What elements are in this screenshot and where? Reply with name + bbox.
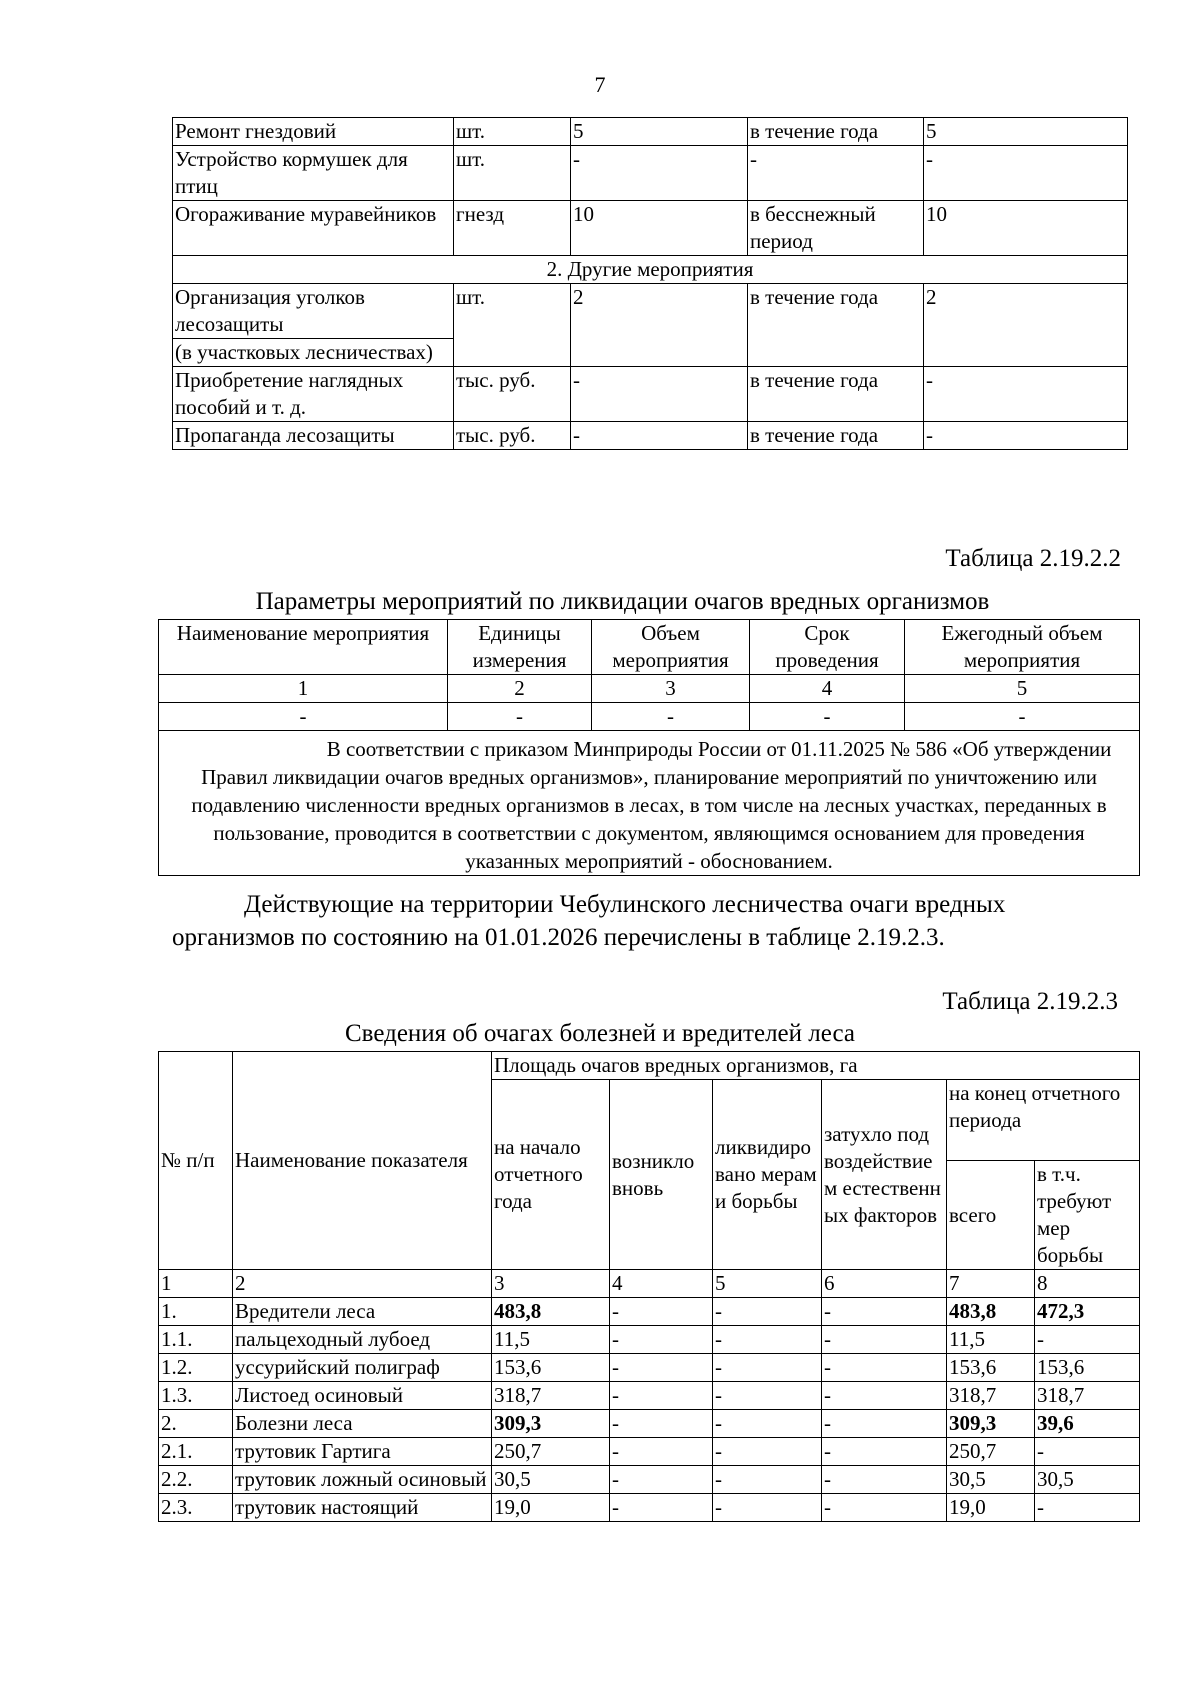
table-cell: - (1035, 1494, 1140, 1522)
table-cell: - (905, 703, 1140, 731)
header-cell: Наименование мероприятия (159, 620, 448, 675)
section-title: 2. Другие мероприятия (173, 256, 1128, 284)
table-cell: тыс. руб. (454, 367, 571, 422)
table-row (159, 1438, 1140, 1466)
table-row (173, 367, 1128, 422)
header-cell: Ежегодный объем мероприятия (905, 620, 1140, 675)
table-cell: пальцеходный лубоед (233, 1326, 492, 1354)
column-number-row (159, 1270, 1140, 1298)
table-cell: 19,0 (947, 1494, 1035, 1522)
table-note: В соответствии с приказом Минприроды России от 01.11.2025 № 586 «Об утверждении Правил ликвидации очагов вредных организмов», планирование мероприятий по уничтожению или подавлению численности вредных организмов в лесах, в том числе на лесных участках, переданных в пользование, проводится в соответствии с документом, являющимся основанием для проведения указанных мероприятий - обоснованием. (159, 731, 1140, 876)
table-cell: Устройство кормушек для птиц (173, 146, 454, 201)
table-cell: 2.3. (159, 1494, 233, 1522)
table-cell: - (713, 1354, 822, 1382)
table-cell: 30,5 (947, 1466, 1035, 1494)
table-cell: 153,6 (492, 1354, 610, 1382)
header-cell: на начало отчетного года (492, 1080, 610, 1270)
column-number: 3 (492, 1270, 610, 1298)
liquidation-params-table (158, 619, 1140, 876)
table-row (173, 284, 1128, 339)
table-row (159, 1466, 1140, 1494)
table-cell (492, 1410, 610, 1438)
table-cell: - (610, 1410, 713, 1438)
table-cell: 318,7 (492, 1382, 610, 1410)
protection-measures-table (172, 117, 1128, 450)
table-cell: - (713, 1466, 822, 1494)
bold-value: 39,6 (1037, 1411, 1074, 1435)
table-cell: тыс. руб. (454, 422, 571, 450)
table-cell: 5 (571, 118, 748, 146)
table-header-row (159, 1052, 1140, 1080)
header-cell: затухло под воздействием естественных факторов (822, 1080, 947, 1270)
table-cell: шт. (454, 118, 571, 146)
table-cell: - (1035, 1438, 1140, 1466)
table-cell: - (822, 1410, 947, 1438)
table-cell: Огораживание муравейников (173, 201, 454, 256)
table-cell: (в участковых лесничествах) (173, 339, 454, 367)
table-cell: - (713, 1410, 822, 1438)
table-cell: в течение года (748, 118, 924, 146)
table-cell: - (571, 367, 748, 422)
table-cell: - (713, 1298, 822, 1326)
table-cell: 30,5 (1035, 1466, 1140, 1494)
column-number: 7 (947, 1270, 1035, 1298)
table-cell (947, 1298, 1035, 1326)
table-cell: 1.1. (159, 1326, 233, 1354)
table-row (173, 422, 1128, 450)
table-cell (1035, 1298, 1140, 1326)
header-cell: ликвидировано мерами борьбы (713, 1080, 822, 1270)
table-cell: - (822, 1494, 947, 1522)
table-cell: 1.3. (159, 1382, 233, 1410)
table-cell: - (448, 703, 592, 731)
table-cell: - (750, 703, 905, 731)
table-cell: 250,7 (492, 1438, 610, 1466)
column-number: 5 (905, 675, 1140, 703)
header-cell: на конец отчетного периода (947, 1080, 1140, 1161)
column-number: 2 (448, 675, 592, 703)
table-cell (492, 1298, 610, 1326)
table-cell: 30,5 (492, 1466, 610, 1494)
bold-value: 472,3 (1037, 1299, 1085, 1323)
column-number: 8 (1035, 1270, 1140, 1298)
header-cell: Объем мероприятия (592, 620, 750, 675)
column-number: 5 (713, 1270, 822, 1298)
table-cell: - (713, 1438, 822, 1466)
table-row (159, 703, 1140, 731)
table-cell: - (610, 1494, 713, 1522)
table-cell (947, 1410, 1035, 1438)
table-cell: 2. (159, 1410, 233, 1438)
column-number: 1 (159, 675, 448, 703)
table-header-row (159, 620, 1140, 675)
table-cell: 318,7 (947, 1382, 1035, 1410)
table-cell: - (610, 1326, 713, 1354)
table-row (173, 146, 1128, 201)
table-cell: 11,5 (492, 1326, 610, 1354)
table-cell: в течение года (748, 284, 924, 367)
table-cell (1035, 1410, 1140, 1438)
table-row (159, 1494, 1140, 1522)
table-cell: - (924, 367, 1128, 422)
column-number: 4 (610, 1270, 713, 1298)
column-number: 1 (159, 1270, 233, 1298)
bold-value: 483,8 (494, 1299, 542, 1323)
table-cell: шт. (454, 284, 571, 367)
table-cell: уссурийский полиграф (233, 1354, 492, 1382)
table-cell: 2.2. (159, 1466, 233, 1494)
table-cell: - (610, 1354, 713, 1382)
header-cell: Наименование показателя (233, 1052, 492, 1270)
table-cell: 11,5 (947, 1326, 1035, 1354)
table-cell: - (571, 422, 748, 450)
header-cell: № п/п (159, 1052, 233, 1270)
table-cell: - (592, 703, 750, 731)
page-number: 7 (594, 72, 606, 97)
table-cell: в бесснежный период (748, 201, 924, 256)
table-cell: - (748, 146, 924, 201)
table-row (159, 1298, 1140, 1326)
table-cell: 10 (924, 201, 1128, 256)
table-row (159, 1382, 1140, 1410)
table-cell: - (610, 1466, 713, 1494)
table-cell: Приобретение наглядных пособий и т. д. (173, 367, 454, 422)
table-cell: 2.1. (159, 1438, 233, 1466)
table-row (159, 1354, 1140, 1382)
table-cell: трутовик ложный осиновый (233, 1466, 492, 1494)
table-cell: - (610, 1382, 713, 1410)
table-cell: - (713, 1326, 822, 1354)
column-number: 2 (233, 1270, 492, 1298)
table-caption: Таблица 2.19.2.3 (942, 988, 1118, 1015)
header-cell: всего (947, 1161, 1035, 1270)
table-cell: 5 (924, 118, 1128, 146)
table-cell: - (610, 1438, 713, 1466)
table-cell: трутовик Гартига (233, 1438, 492, 1466)
table-title: Сведения об очагах болезней и вредителей леса (345, 1020, 855, 1047)
section-row (173, 256, 1128, 284)
table-cell: 250,7 (947, 1438, 1035, 1466)
table-caption: Таблица 2.19.2.2 (945, 545, 1121, 572)
bold-value: 309,3 (494, 1411, 542, 1435)
note-row (159, 731, 1140, 876)
table-cell: 10 (571, 201, 748, 256)
bold-value: 309,3 (949, 1411, 997, 1435)
header-cell: возникло вновь (610, 1080, 713, 1270)
table-cell: - (822, 1382, 947, 1410)
table-cell: Организация уголков лесозащиты (173, 284, 454, 339)
table-cell: - (159, 703, 448, 731)
table-cell: Вредители леса (233, 1298, 492, 1326)
table-cell: Ремонт гнездовий (173, 118, 454, 146)
table-cell: - (822, 1326, 947, 1354)
header-cell: в т.ч. требуют мер борьбы (1035, 1161, 1140, 1270)
table-cell: - (713, 1494, 822, 1522)
bold-value: 483,8 (949, 1299, 997, 1323)
table-cell: гнезд (454, 201, 571, 256)
column-number: 6 (822, 1270, 947, 1298)
table-cell: 153,6 (947, 1354, 1035, 1382)
table-cell: шт. (454, 146, 571, 201)
table-cell: 19,0 (492, 1494, 610, 1522)
table-cell: в течение года (748, 367, 924, 422)
table-cell: - (822, 1466, 947, 1494)
table-cell: 153,6 (1035, 1354, 1140, 1382)
table-cell: - (822, 1354, 947, 1382)
table-cell: - (571, 146, 748, 201)
table-cell: 1. (159, 1298, 233, 1326)
table-cell: - (610, 1298, 713, 1326)
table-cell: Болезни леса (233, 1410, 492, 1438)
table-cell: 318,7 (1035, 1382, 1140, 1410)
table-cell: трутовик настоящий (233, 1494, 492, 1522)
pest-foci-table (158, 1051, 1140, 1522)
table-cell: - (924, 146, 1128, 201)
table-cell: Листоед осиновый (233, 1382, 492, 1410)
table-cell: 2 (924, 284, 1128, 367)
table-cell: - (924, 422, 1128, 450)
table-cell: Пропаганда лесозащиты (173, 422, 454, 450)
table-row (173, 201, 1128, 256)
table-row (159, 1410, 1140, 1438)
header-cell: Срок проведения (750, 620, 905, 675)
header-cell: Площадь очагов вредных организмов, га (492, 1052, 1140, 1080)
table-cell: - (1035, 1326, 1140, 1354)
table-cell: в течение года (748, 422, 924, 450)
table-cell: - (822, 1298, 947, 1326)
table-row (173, 118, 1128, 146)
column-number: 4 (750, 675, 905, 703)
table-cell: - (713, 1382, 822, 1410)
column-number: 3 (592, 675, 750, 703)
header-cell: Единицы измерения (448, 620, 592, 675)
body-paragraph: Действующие на территории Чебулинского лесничества очаги вредных организмов по состоянию на 01.01.2026 перечислены в таблице 2.19.2.3. (172, 891, 1006, 951)
table-cell: - (822, 1438, 947, 1466)
table-cell: 2 (571, 284, 748, 367)
table-cell: 1.2. (159, 1354, 233, 1382)
table-title: Параметры мероприятий по ликвидации очагов вредных организмов (255, 588, 990, 615)
column-number-row (159, 675, 1140, 703)
table-row (159, 1326, 1140, 1354)
